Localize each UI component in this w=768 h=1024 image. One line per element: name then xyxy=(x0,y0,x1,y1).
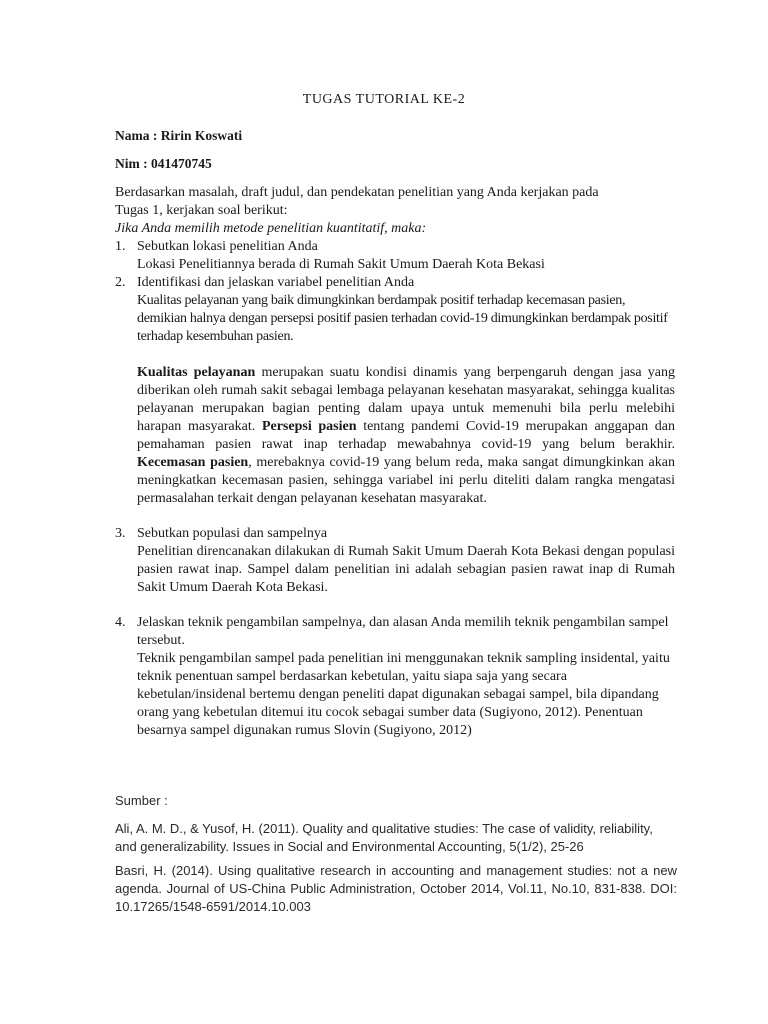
item-answer: Penelitian direncanakan dilakukan di Rumah Sakit Umum Daerah Kota Bekasi dengan populasi pasien rawat inap. Sampel dalam penelitian ini adalah sebagian pasien rawat inap di Rumah Sakit Umum Daerah Kota Bekasi. xyxy=(137,544,675,595)
question-list-3 xyxy=(115,525,675,597)
student-nim: Nim : 041470745 xyxy=(115,156,212,171)
item-number: 4. xyxy=(115,615,126,630)
definition-text: , merebaknya covid-19 yang belum reda, maka sangat dimungkinkan akan meningkatkan kecemasan pasien, sehingga variabel ini perlu diteliti dalam rangka mengatasi permasalahan terkait dengan pelayanan kesehatan masyarakat. xyxy=(137,455,675,506)
item-answer: Teknik pengambilan sampel pada penelitian ini menggunakan teknik sampling insidental, yaitu teknik penentuan sampel berdasarkan kebetulan, yaitu siapa saja yang secara kebetulan/insidenal bertemu dengan peneliti dapat digunakan sebagai sampel, bila dipandang orang yang kebetulan ditemui itu cocok sebagai sumber data (Sugiyono, 2012). Penentuan besarnya sampel digunakan rumus Slovin (Sugiyono, 2012) xyxy=(137,651,670,738)
term-persepsi-pasien: Persepsi pasien xyxy=(261,419,357,434)
document-title: TUGAS TUTORIAL KE-2 xyxy=(302,92,466,107)
intro-line-2: Tugas 1, kerjakan soal berikut: xyxy=(115,203,288,218)
term-kualitas-pelayanan: Kualitas pelayanan xyxy=(137,365,256,380)
item-answer: Lokasi Penelitiannya berada di Rumah Sakit Umum Daerah Kota Bekasi xyxy=(137,257,545,272)
intro-line-3: Jika Anda memilih metode penelitian kuantitatif, maka: xyxy=(115,221,427,236)
item-question: Sebutkan lokasi penelitian Anda xyxy=(137,239,318,254)
list-item xyxy=(115,614,675,740)
item-question: Sebutkan populasi dan sampelnya xyxy=(137,526,328,541)
list-item xyxy=(115,525,675,597)
item-number: 3. xyxy=(115,526,126,541)
item-number: 1. xyxy=(115,239,126,254)
definition-text: merupakan suatu kondisi dinamis yang berpengaruh dengan jasa yang diberikan oleh rumah sakit sebagai lembaga pelayanan kesehatan masyarakat, sehingga kualitas pelayanan merupakan bagian penting dalam upaya untuk memenuhi bila perlu melebihi harapan masyarakat. xyxy=(137,365,676,434)
sources-label: Sumber : xyxy=(115,793,168,808)
item-number: 2. xyxy=(115,275,126,290)
list-item xyxy=(115,274,675,508)
intro-line-1: Berdasarkan masalah, draft judul, dan pendekatan penelitian yang Anda kerjakan pada xyxy=(115,185,599,200)
list-item xyxy=(115,238,675,274)
question-list-1 xyxy=(115,238,675,274)
reference-entry: Ali, A. M. D., & Yusof, H. (2011). Quality and qualitative studies: The case of validity, reliability, and generalizability. Issues in Social and Environmental Accounting, 5(1/2), 25-26 xyxy=(115,821,653,854)
term-kecemasan-pasien: Kecemasan pasien xyxy=(137,455,249,470)
question-list-4 xyxy=(115,614,675,740)
student-name: Nama : Ririn Koswati xyxy=(115,128,243,143)
item-answer: Kualitas pelayanan yang baik dimungkinkan berdampak positif terhadap kecemasan pasien, demikian halnya dengan persepsi positif pasien terhadan covid-19 dimungkinkan berdampak positif terhadap kesembuhan pasien. xyxy=(137,293,668,344)
item-question: Identifikasi dan jelaskan variabel penelitian Anda xyxy=(137,275,415,290)
definition-text: tentang pandemi Covid-19 merupakan anggapan dan pemahaman pasien rawat inap terhadap mewabahnya covid-19 yang belum berakhir. xyxy=(137,419,675,452)
question-list-2 xyxy=(115,274,675,508)
variable-definitions xyxy=(137,364,675,508)
reference-entry: Basri, H. (2014). Using qualitative research in accounting and management studies: not a new agenda. Journal of US-China Public Administration, October 2014, Vol.11, No.10, 831-838. DOI: 10.17265/1548-6591/2014.10.003 xyxy=(115,863,677,914)
item-question: Jelaskan teknik pengambilan sampelnya, dan alasan Anda memilih teknik pengambilan sampel tersebut. xyxy=(137,615,669,648)
